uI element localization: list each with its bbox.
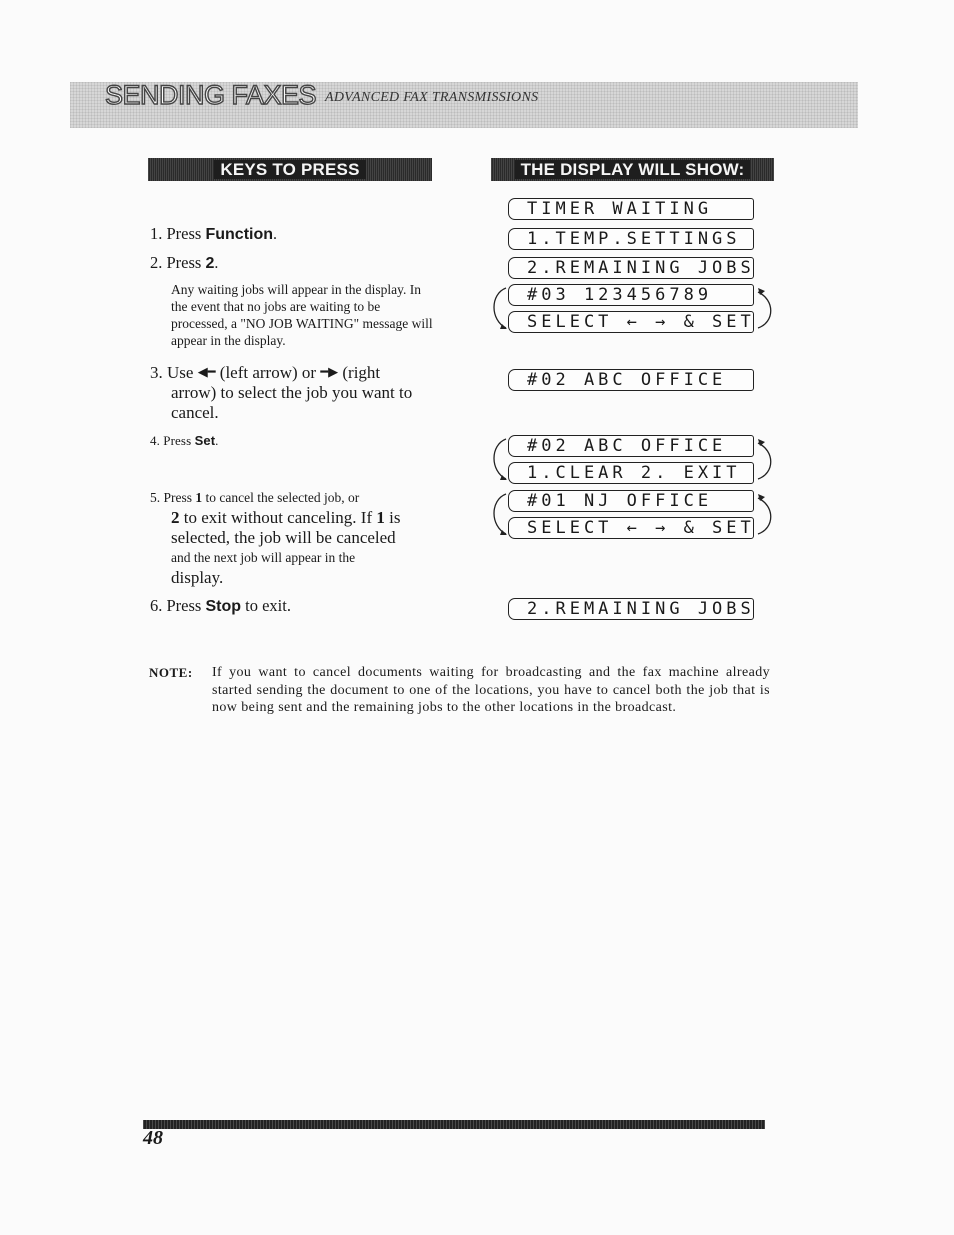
lcd-select-set: SELECT ← → & SET bbox=[508, 311, 754, 333]
function-key-label: Function bbox=[205, 226, 274, 243]
step-2-note: Any waiting jobs will appear in the display. In the event that no jobs are waiting to be processed, a "NO JOB WAITING" message will appear in the display. bbox=[171, 282, 433, 348]
page-number: 48 bbox=[143, 1127, 163, 1149]
step-4: 4. Press Set. bbox=[150, 433, 219, 448]
lcd-timer-waiting: TIMER WAITING bbox=[508, 198, 754, 220]
lcd-remaining-jobs: 2.REMAINING JOBS bbox=[508, 257, 754, 279]
lcd-job-02-confirm: #02 ABC OFFICE bbox=[508, 435, 754, 457]
right-arrow-key-icon: ━▶ bbox=[320, 365, 339, 380]
stop-key-label: Stop bbox=[205, 598, 242, 615]
key-2-exit-label: 2 bbox=[171, 508, 180, 527]
key-1-label: 1 bbox=[195, 490, 203, 505]
note-body: If you want to cancel documents waiting for broadcasting and the fax machine already started sending the document to one of the locations, you have to cancel both the job that is now being sent and the remaining jobs to the other locations in the broadcast. bbox=[212, 665, 770, 715]
lcd-clear-exit: 1.CLEAR 2. EXIT bbox=[508, 462, 754, 484]
lcd-temp-settings: 1.TEMP.SETTINGS bbox=[508, 228, 754, 250]
key-2-label: 2 bbox=[205, 255, 215, 272]
lcd-remaining-jobs-final: 2.REMAINING JOBS bbox=[508, 598, 754, 620]
lcd-job-01: #01 NJ OFFICE bbox=[508, 490, 754, 512]
step-3: 3. Use ◀━ (left arrow) or ━▶ (right arrow) to select the job you want to cancel. bbox=[150, 363, 413, 422]
step-6: 6. Press Stop to exit. bbox=[150, 596, 291, 615]
keys-to-press-heading: KEYS TO PRESS bbox=[148, 158, 432, 181]
step-1: 1. Press Function. bbox=[150, 224, 278, 243]
section-title: SENDING FAXES bbox=[105, 80, 317, 110]
left-arrow-key-icon: ◀━ bbox=[197, 365, 216, 380]
lcd-job-03: #03 123456789 bbox=[508, 284, 754, 306]
alternating-display-bracket-2 bbox=[480, 433, 780, 493]
step-2: 2. Press 2. bbox=[150, 253, 219, 272]
note-label: NOTE: bbox=[149, 665, 193, 680]
alternating-display-bracket-3 bbox=[480, 488, 780, 548]
alternating-display-bracket bbox=[480, 282, 780, 342]
footer-bar bbox=[143, 1120, 765, 1129]
lcd-job-02: #02 ABC OFFICE bbox=[508, 369, 754, 391]
set-key-label: Set bbox=[194, 433, 216, 448]
step-5: 5. Press 1 to cancel the selected job, or 2 to exit without canceling. If 1 is selected, the job will be canceled and the next job will appear in the display. bbox=[150, 490, 401, 587]
lcd-select-set-2: SELECT ← → & SET bbox=[508, 517, 754, 539]
section-subtitle: ADVANCED FAX TRANSMISSIONS bbox=[325, 90, 539, 105]
display-will-show-heading: THE DISPLAY WILL SHOW: bbox=[491, 158, 774, 181]
